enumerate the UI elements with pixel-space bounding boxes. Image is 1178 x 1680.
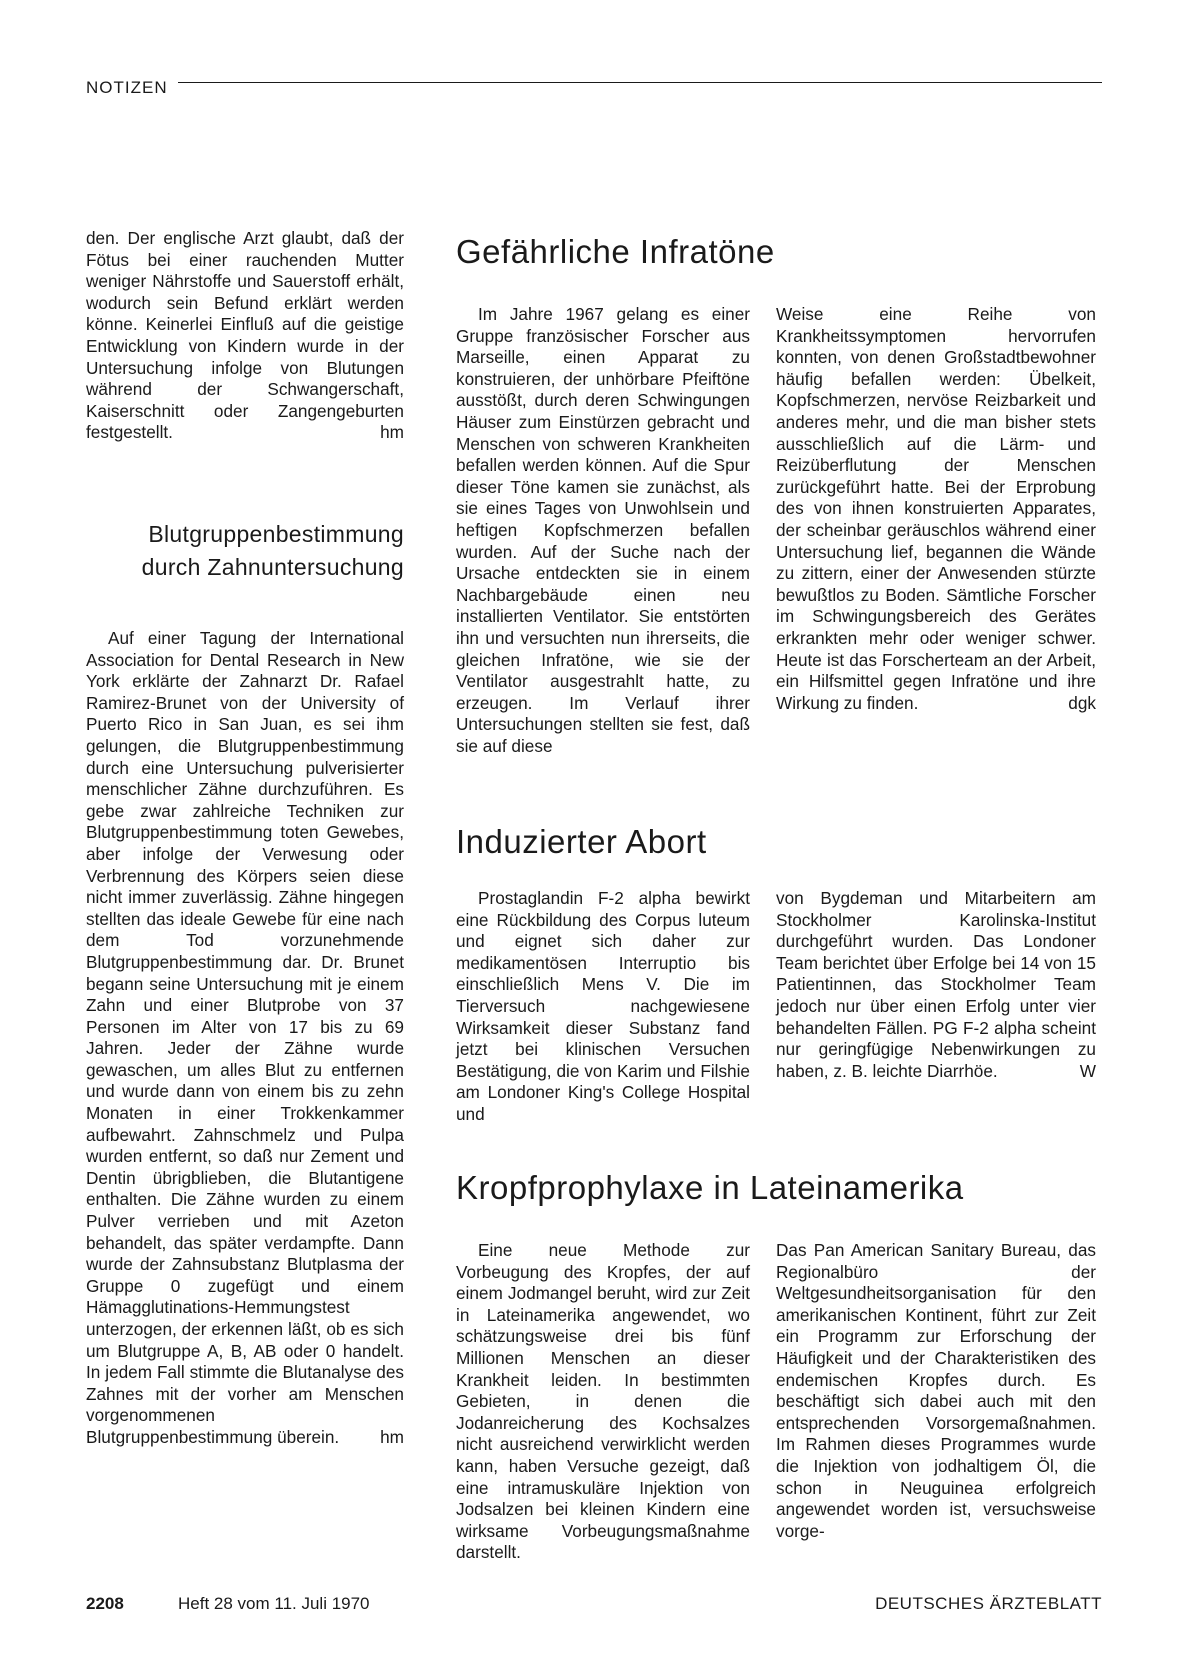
article-abort-title: Induzierter Abort xyxy=(456,823,707,860)
continuation-signature: hm xyxy=(380,422,404,443)
article-blutgruppen-title xyxy=(86,518,404,584)
article-blutgruppen-body xyxy=(86,628,404,1449)
article-infratone-text2: Weise eine Reihe von Krankheitssymptomen hervorrufen konnten, von denen Großstadtbewohner häufig befallen werden: Übelkeit, Kopfschmerzen, nervöse Reizbarkeit und anderes mehr, und die man bisher stets ausschließlich auf die Lärm- und Reizüberflutung der Menschen zurückgeführt hatte. Bei der Erprobung des von ihnen konstruierten Apparates, der scheinbar geräuschlos während einer Untersuchung lief, begannen die Wände zu zittern, einer der Anwesenden stürzte bewußtlos zu Boden. Sämtliche Forscher im Schwingungsbereich des Gerätes erkrankten mehr oder weniger schwer. Heute ist das Forscherteam an der Arbeit, ein Hilfsmittel gegen Infratöne und ihre Wirkung zu finden. xyxy=(776,304,1096,713)
article-infratone-text1: Im Jahre 1967 gelang es einer Gruppe französischer Forscher aus Marseille, einen Apparat zu konstruieren, der unhörbare Pfeiftöne ausstößt, durch deren Schwingungen Häuser zum Einstürzen gebracht und Menschen von schweren Krankheiten befallen werden können. Auf die Spur dieser Töne kamen sie zunächst, als sie eines Tages von Unwohlsein und heftigen Kopfschmerzen befallen wurden. Auf der Suche nach der Ursache entdeckten sie in einem Nachbargebäude einen neu installierten Ventilator. Sie entstörten ihn und versuchten nun ihrerseits, die gleichen Infratöne, wie sie der Ventilator ausgestrahlt hatte, zu erzeugen. Im Verlauf ihrer Untersuchungen stellten sie fest, daß sie auf diese xyxy=(456,304,750,756)
article-blutgruppen-title-line1: Blutgruppenbestimmung xyxy=(148,521,404,547)
article-kropf-text1: Eine neue Methode zur Vorbeugung des Kropfes, der auf einem Jodmangel beruht, wird zur Zeit in Lateinamerika angewendet, wo schätzungsweise drei bis fünf Millionen Menschen an dieser Krankheit leiden. In bestimmten Gebieten, in denen die Jodanreicherung des Kochsalzes nicht ausreichend verwirklicht werden kann, haben Versuche gezeigt, daß eine intramuskuläre Injektion von Jodsalzen bei kleinen Kindern eine wirksame Vorbeugungsmaßnahme darstellt. xyxy=(456,1240,750,1563)
left-column-continuation xyxy=(86,228,404,444)
article-abort-signature: W xyxy=(1079,1060,1096,1081)
article-blutgruppen-title-line2: durch Zahnuntersuchung xyxy=(141,554,404,580)
article-blutgruppen-signature: hm xyxy=(380,1426,404,1447)
article-abort-text2: von Bygdeman und Mitarbeitern am Stockholmer Karolinska-Institut durchgeführt wurden. Das Londoner Team berichtet über Erfolge bei 14 von 15 Patientinnen, das Stockholmer Team jedoch nur über einen Erfolg unter vier behandelten Fällen. PG F-2 alpha scheint nur geringfügige Nebenwirkungen zu haben, z. B. leichte Diarrhöe. xyxy=(776,888,1096,1081)
article-infratone-col1 xyxy=(456,304,750,757)
article-kropf-title: Kropfprophylaxe in Lateinamerika xyxy=(456,1169,964,1206)
continuation-text: den. Der englische Arzt glaubt, daß der Fötus bei einer rauchenden Mutter weniger Nährstoffe und Sauerstoff erhält, wodurch sein Befund erklärt werden könne. Keinerlei Einfluß auf die geistige Entwicklung von Kindern wurde in der Untersuchung infolge von Blutungen während der Schwangerschaft, Kaiserschnitt oder Zangengeburten festgestellt. xyxy=(86,228,404,443)
article-infratone-col2 xyxy=(776,304,1096,714)
issue-info: Heft 28 vom 11. Juli 1970 xyxy=(178,1594,370,1613)
article-blutgruppen-text: Auf einer Tagung der International Association for Dental Research in New York erklärte der Zahnarzt Dr. Rafael Ramirez-Brunet von der University of Puerto Rico in San Juan, es sei ihm gelungen, die Blutgruppenbestimmung durch eine Untersuchung pulverisierter menschlicher Zähne durchzuführen. Es gebe zwar zahlreiche Techniken zur Blutgruppenbestimmung toten Gewebes, aber infolge der Verwesung oder Verbrennung des Körpers seien diese nicht immer zuverlässig. Zähne hingegen stellten das ideale Gewebe für eine nach dem Tod vorzunehmende Blutgruppenbestimmung dar. Dr. Brunet begann seine Untersuchung mit je einem Zahn und einer Blutprobe von 37 Personen im Alter von 17 bis zu 69 Jahren. Jeder der Zähne wurde gewaschen, um alles Blut zu entfernen und wurde dann von einem bis zu zehn Monaten in einer Trokkenkammer aufbewahrt. Zahnschmelz und Pulpa wurden entfernt, so daß nur Zement und Dentin übrigblieben, die Blutantigene enthalten. Die Zähne wurden zu einem Pulver verrieben und mit Azeton behandelt, das später verdampfte. Dann wurde der Zahnsubstanz Blutplasma der Gruppe 0 zugefügt und einem Hämagglutinations-Hemmungstest unterzogen, der erkennen läßt, ob es sich um Blutgruppe A, B, AB oder 0 handelt. In jedem Fall stimmte die Blutanalyse des Zahnes mit der vorher am Menschen vorgenommenen Blutgruppenbestimmung überein. xyxy=(86,628,404,1447)
section-label: NOTIZEN xyxy=(86,78,168,97)
article-kropf-col1 xyxy=(456,1240,750,1564)
article-infratone-title: Gefährliche Infratöne xyxy=(456,233,775,270)
article-infratone-signature: dgk xyxy=(1068,692,1096,713)
header-rule xyxy=(178,82,1102,83)
page-number: 2208 xyxy=(86,1594,124,1613)
article-abort-text1: Prostaglandin F-2 alpha bewirkt eine Rückbildung des Corpus luteum und eignet sich daher zur medikamentösen Interruptio bis einschließlich Mens V. Die im Tierversuch nachgewiesene Wirksamkeit dieser Substanz fand jetzt bei klinischen Versuchen Bestätigung, die von Karim und Filshie am Londoner King's College Hospital und xyxy=(456,888,750,1124)
article-kropf-text2: Das Pan American Sanitary Bureau, das Regionalbüro der Weltgesundheitsorganisation für den amerikanischen Kontinent, führt zur Zeit ein Programm zur Erforschung der Häufigkeit und der Charakteristiken des endemischen Kropfes durch. Es beschäftigt sich dabei auch mit den entsprechenden Vorsorgemaßnahmen. Im Rahmen dieses Programmes wurde die Injektion von jodhaltigem Öl, die schon in Neuguinea erfolgreich angewendet worden ist, versuchsweise vorge- xyxy=(776,1240,1096,1541)
article-kropf-col2 xyxy=(776,1240,1096,1542)
article-abort-col1 xyxy=(456,888,750,1126)
journal-name: DEUTSCHES ÄRZTEBLATT xyxy=(875,1594,1102,1613)
article-abort-col2 xyxy=(776,888,1096,1082)
